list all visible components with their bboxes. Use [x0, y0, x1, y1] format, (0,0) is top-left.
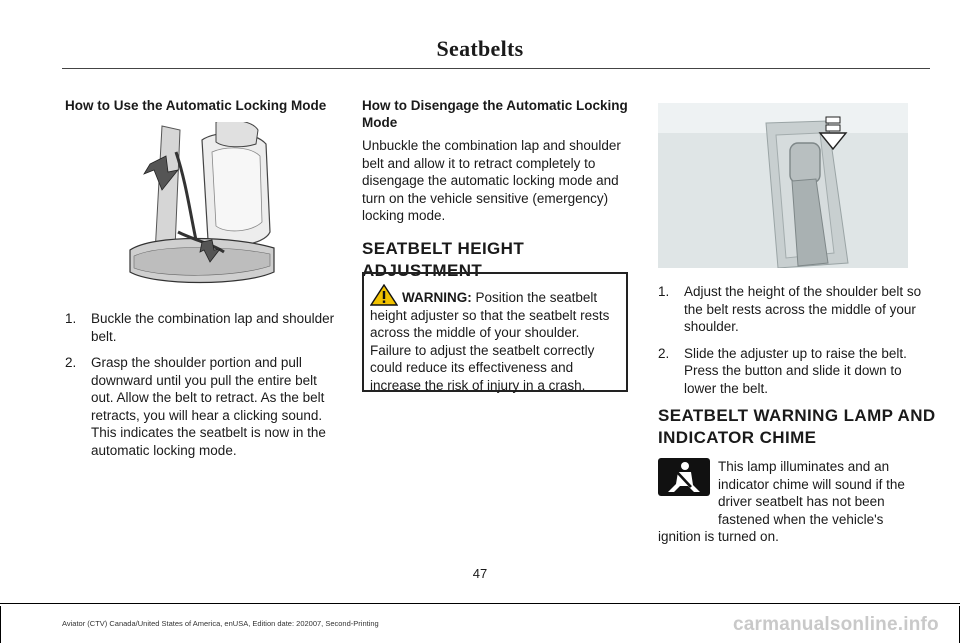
footer-divider: [0, 603, 960, 604]
warning-label: WARNING:: [402, 290, 472, 305]
step-number: 2.: [65, 355, 77, 370]
warning-lamp-paragraph: [658, 458, 928, 546]
edition-info: Aviator (CTV) Canada/United States of America, enUSA, Edition date: 202007, Second-Printing: [62, 619, 379, 628]
height-adjuster-photo: [658, 103, 908, 268]
header-divider: [62, 68, 930, 69]
page-number: 47: [472, 566, 488, 581]
disengage-heading: How to Disengage the Automatic Locking Mode: [362, 98, 628, 130]
step-text: Slide the adjuster up to raise the belt. Press the button and slide it down to lower the belt.: [684, 345, 907, 396]
height-adjust-steps: [658, 283, 930, 406]
warning-box: [362, 272, 628, 392]
auto-locking-heading: How to Use the Automatic Locking Mode: [65, 98, 327, 113]
seat-belt-illustration: [124, 122, 292, 292]
step-text: Adjust the height of the shoulder belt so the belt rests across the middle of your shoulder.: [684, 284, 922, 334]
warning-text: Position the seatbelt height adjuster so that the seatbelt rests across the middle of your shoulder. Failure to adjust the seatbelt correctly could reduce its effectiveness and increase the risk of injury in a crash.: [370, 290, 610, 393]
step-number: 2.: [658, 345, 670, 361]
step-text: Grasp the shoulder portion and pull downward until you pull the entire belt out. Allow the belt to retract. As the belt retracts, you will hear a clicking sound. This indicates the seatbelt is now in the automatic locking mode.: [91, 355, 326, 458]
list-item: [658, 345, 930, 398]
page-header-title: Seatbelts: [436, 36, 524, 61]
list-item: [65, 354, 339, 459]
list-item: [658, 283, 930, 336]
step-number: 1.: [65, 311, 77, 326]
disengage-paragraph: Unbuckle the combination lap and shoulder belt and allow it to retract completely to disengage the automatic locking mode and turn on the vehicle sensitive (emergency) locking mode.: [362, 138, 621, 223]
warning-lamp-text: This lamp illuminates and an indicator chime will sound if the driver seatbelt has not been fastened when the vehicle's ignition is turned on.: [658, 459, 905, 544]
auto-locking-steps: [65, 310, 339, 468]
watermark: carmanualsonline.info: [733, 614, 939, 635]
crop-mark-left: [0, 606, 1, 643]
warning-lamp-title-line1: SEATBELT WARNING LAMP AND: [658, 406, 936, 425]
step-number: 1.: [658, 284, 670, 299]
warning-lamp-title-line2: INDICATOR CHIME: [658, 428, 817, 447]
height-adjustment-title: SEATBELT HEIGHT ADJUSTMENT: [362, 239, 525, 280]
step-text: Buckle the combination lap and shoulder belt.: [91, 311, 335, 344]
list-item: [65, 310, 339, 345]
warning-triangle-icon: [370, 284, 398, 304]
